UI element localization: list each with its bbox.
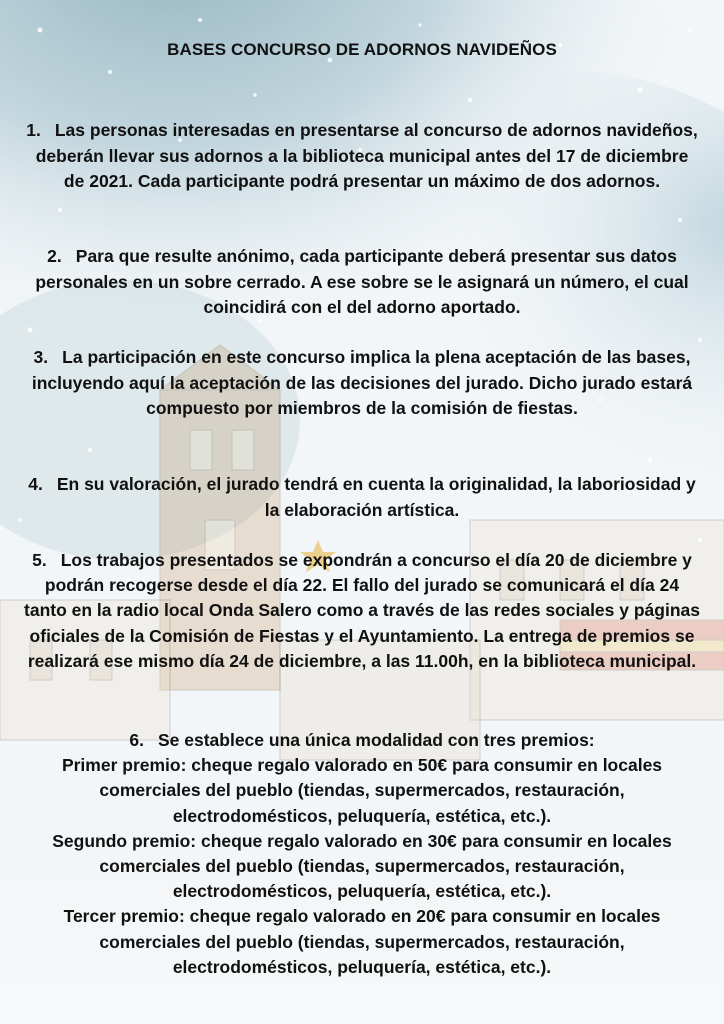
rule-number: 5. [32,550,47,570]
rule-6 [24,728,700,980]
rule-5 [24,548,700,674]
rule-2 [24,244,700,321]
rule-text: Para que resulte anónimo, cada participante deberá presentar sus datos personales en un sobre cerrado. A ese sobre se le asignará un número, el cual coincidirá con el del adorno aportado. [35,246,689,317]
rule-number: 2. [47,246,62,266]
prize-second: Segundo premio: cheque regalo valorado en 30€ para consumir en locales comerciales del pueblo (tiendas, supermercados, restauración, electrodomésticos, peluquería, estética, etc.). [52,830,672,902]
rule-4 [24,472,700,523]
rule-number: 6. [129,730,144,750]
rule-text: En su valoración, el jurado tendrá en cuenta la originalidad, la laboriosidad y la elaboración artística. [56,474,696,520]
rule-text: Se establece una única modalidad con tres premios: [157,730,595,750]
rule-text: Las personas interesadas en presentarse al concurso de adornos navideños, deberán llevar sus adornos a la biblioteca municipal antes del 17 de diciembre de 2021. Cada participante podrá presentar un máximo de dos adornos. [35,120,698,191]
rule-1 [24,118,700,195]
rule-number: 1. [26,120,41,140]
prize-first: Primer premio: cheque regalo valorado en 50€ para consumir en locales comerciales del pueblo (tiendas, supermercados, restauración, electrodomésticos, peluquería, estética, etc.). [61,755,663,826]
rule-number: 4. [28,474,43,494]
prize-third: Tercer premio: cheque regalo valorado en 20€ para consumir en locales comerciales del pueblo (tiendas, supermercados, restauración, electrodomésticos, peluquería, estética, etc.). [63,906,661,977]
rule-number: 3. [33,347,49,367]
rule-3 [24,345,700,422]
rule-6-intro [24,728,700,753]
rule-text: La participación en este concurso implica la plena aceptación de las bases, incluyendo aquí la aceptación de las decisiones del jurado. Dicho jurado estará compuesto por miembros de la comisión de fiestas. [31,347,693,418]
page-title: BASES CONCURSO DE ADORNOS NAVIDEÑOS [167,40,557,59]
rule-text: Los trabajos presentados se expondrán a concurso el día 20 de diciembre y podrán recogerse desde el día 22. El fallo del jurado se comunicará el día 24 tanto en la radio local Onda Salero como a través de las redes sociales y páginas oficiales de la Comisión de Fiestas y el Ayuntamiento. La entrega de premios se realizará ese mismo día 24 de diciembre, a las 11.00h, en la biblioteca municipal. [24,550,700,671]
